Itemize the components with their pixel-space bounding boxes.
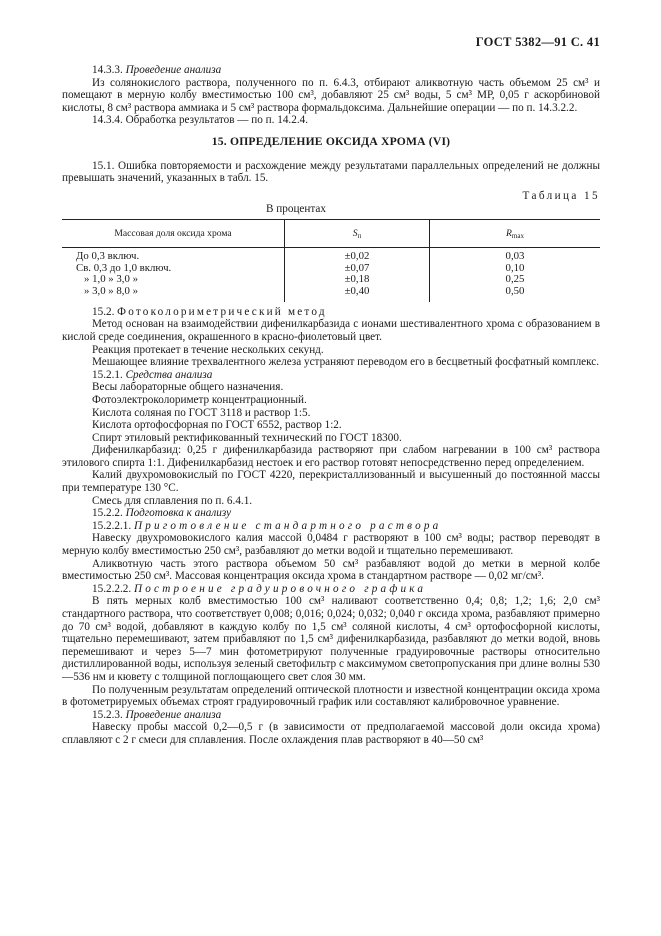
table-row	[62, 247, 600, 262]
list-item: Кислота соляная по ГОСТ 3118 и раствор 1:5.	[92, 406, 311, 419]
heading-15-2-3	[62, 709, 600, 722]
list-item: Весы лабораторные общего назначения.	[92, 381, 284, 394]
cell-sn: ±0,40	[285, 286, 430, 302]
paragraph: Навеску пробы массой 0,2—0,5 г (в зависимости от предполагаемой массовой доли оксида хрома) сплавляют с 2 г смеси для сплавления. После охлаждения плав растворяют в 40—50 см³	[62, 721, 600, 746]
heading-num: 15.2.3.	[92, 708, 123, 721]
rmax-symbol: R	[506, 227, 512, 239]
heading-14-3-3	[62, 64, 600, 77]
paragraph: По полученным результатам определений оптической плотности и известной концентрации оксида хрома в фотометрируемых объемах строят градуировочный график или составляют калибровочное уравнение.	[62, 683, 600, 709]
heading-title: Подготовка к анализу	[125, 507, 232, 520]
list-item: Кислота ортофосфорная по ГОСТ 6552, раствор 1:2.	[92, 419, 342, 432]
col-header-rmax	[430, 219, 601, 247]
cell-sn: ±0,07	[285, 263, 430, 275]
heading-14-3-4: 14.3.4. Обработка результатов — по п. 14.2.4.	[92, 114, 309, 127]
heading-num: 15.2.1.	[92, 368, 123, 381]
heading-15-2	[62, 306, 600, 319]
paragraph: Метод основан на взаимодействии дифенилкарбазида с ионами шестивалентного хрома с образованием в кислой среде соединения, окрашенного в красно-фиолетовый цвет.	[62, 318, 600, 343]
paragraph: Навеску двухромовокислого калия массой 0,0484 г растворяют в 100 см³ воды; раствор переводят в мерную колбу вместимостью 250 см³, разбавляют до метки водой и тщательно перемешивают.	[62, 532, 600, 558]
rmax-subscript: max	[511, 231, 524, 240]
cell-range: » 3,0 » 8,0 »	[84, 285, 138, 298]
cell-sn: ±0,18	[285, 274, 430, 286]
heading-title: Построение градуировочного графика	[133, 582, 427, 595]
cell-rmax: 0,10	[430, 263, 601, 275]
heading-title: Проведение анализа	[125, 708, 222, 721]
paragraph: Калий двухромовокислый по ГОСТ 4220, перекристаллизованный и высушенный до постоянной массы при температуре 130 °С.	[62, 469, 600, 495]
cell-rmax: 0,03	[430, 247, 601, 262]
table-units: В процентах	[266, 203, 326, 216]
heading-num: 14.3.3.	[92, 64, 123, 76]
cell-rmax: 0,25	[430, 274, 601, 286]
section-title: 15. ОПРЕДЕЛЕНИЕ ОКСИДА ХРОМА (VI)	[211, 134, 451, 148]
heading-15-2-2	[62, 507, 600, 520]
heading-num: 15.2.2.	[92, 507, 123, 520]
table-15	[62, 219, 600, 302]
cell-range: » 1,0 » 3,0 »	[84, 273, 138, 286]
heading-15-2-2-1	[62, 520, 600, 533]
heading-title: Приготовление стандартного раствора	[133, 519, 442, 532]
heading-num: 15.2.2.2.	[92, 582, 132, 595]
heading-title: Фотоколориметрический метод	[117, 305, 327, 318]
sn-subscript: п	[357, 231, 362, 240]
heading-title: Средства анализа	[125, 368, 213, 381]
heading-title: Проведение анализа	[125, 64, 222, 76]
list-item: Фотоэлектроколориметр концентрационный.	[92, 393, 307, 406]
paragraph: В пять мерных колб вместимостью 100 см³ наливают соответственно 0,4; 0,8; 1,2; 1,6; 2,0 см³ стандартного раствора, что соответствует 0,008; 0,016; 0,024; 0,032; 0,040 г оксида хрома, разбавляют примерно до 70 см³ водой, добавляют в каждую колбу по 1,5 см³ соляной кислоты, 4 см³ ортофосфорной кислоты, тщательно перемешивают, затем прибавляют по 1,5 см³ дифенилкарбазида, разбавляют до метки водой, вновь перемешивают и через 5—7 мин фотометрируют полученные градуировочные растворы относительно дистиллированной воды, используя зеленый светофильтр с максимумом светопропускания при длине волны 530—536 нм и кювету с толщиной поглощающего свет слоя 30 мм.	[62, 595, 600, 683]
table-header-row	[62, 219, 600, 247]
paragraph: Мешающее влияние трехвалентного железа устраняют переводом его в бесцветный фосфатный комплекс.	[92, 356, 600, 369]
cell-range: Св. 0,3 до 1,0 включ.	[76, 261, 172, 274]
heading-15-2-1	[62, 369, 600, 382]
heading-num: 15.2.	[92, 305, 115, 318]
cell-range: До 0,3 включ.	[76, 249, 140, 262]
heading-num: 15.2.2.1.	[92, 519, 132, 532]
sn-symbol: S	[352, 227, 358, 239]
heading-15-2-2-2	[62, 583, 600, 596]
page-header: ГОСТ 5382—91 С. 41	[475, 35, 600, 49]
paragraph: Дифенилкарбазид: 0,25 г дифенилкарбазида растворяют при слабом нагревании в 100 см³ раствора этилового спирта 1:1. Дифенилкарбазид нестоек и его раствор готовят непосредственно перед определением.	[62, 444, 600, 469]
table-row	[62, 286, 600, 302]
table-caption: Таблица 15	[522, 189, 600, 202]
col-header-fraction: Массовая доля оксида хрома	[62, 219, 285, 247]
paragraph: 15.1. Ошибка повторяемости и расхождение между результатами параллельных определений не должны превышать значений, указанных в табл. 15.	[62, 159, 600, 185]
list-item: Спирт этиловый ректификованный технический по ГОСТ 18300.	[92, 431, 402, 444]
cell-rmax: 0,50	[430, 286, 601, 302]
paragraph: Реакция протекает в течение нескольких секунд.	[92, 343, 324, 356]
paragraph: Смесь для сплавления по п. 6.4.1.	[92, 494, 253, 507]
paragraph: Аликвотную часть этого раствора объемом 50 см³ разбавляют водой до метки в мерной колбе вместимостью 250 см³. Массовая концентрация оксида хрома в стандартном растворе — 0,02 мг/см³.	[62, 557, 600, 583]
cell-sn: ±0,02	[285, 247, 430, 262]
document-page	[62, 36, 600, 747]
col-header-sn	[285, 219, 430, 247]
paragraph: Из солянокислого раствора, полученного по п. 6.4.3, отбирают аликвотную часть объемом 25 см³ и помещают в мерную колбу вместимостью 100 см³, добавляют 25 см³ воды, 5 см³ МР, 0,05 г аскорбиновой кислоты, 8 см³ раствора аммиака и 5 см³ раствора формальдоксима. Дальнейшие операции — по п. 14.3.2.2.	[62, 76, 600, 114]
